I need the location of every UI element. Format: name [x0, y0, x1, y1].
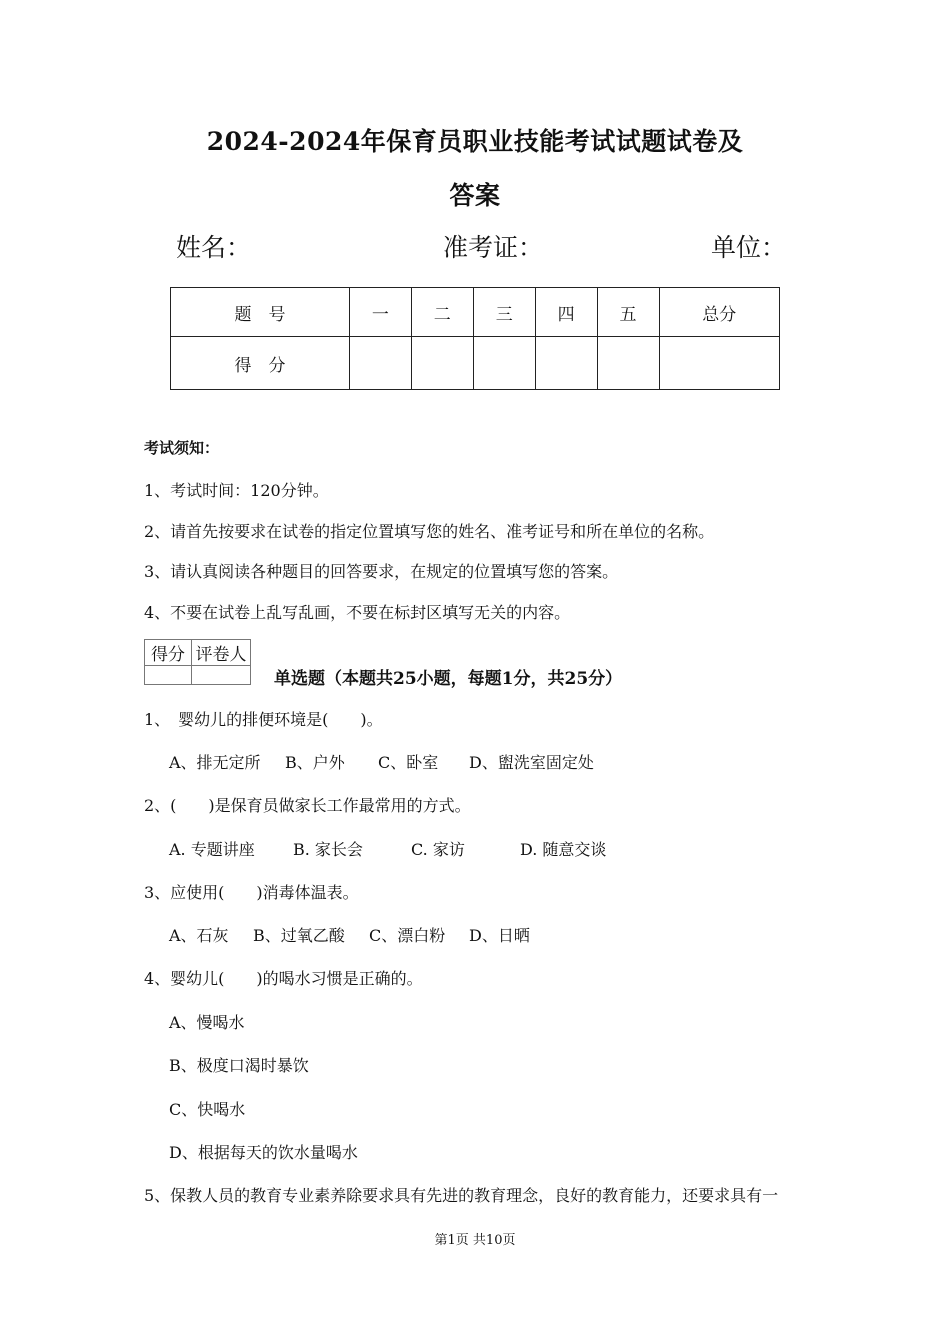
notice-item: 4、不要在试卷上乱写乱画，不要在标封区填写无关的内容。 — [144, 603, 571, 622]
score-cell — [597, 337, 659, 390]
score-cell — [411, 337, 473, 390]
option: B. 家长会 — [293, 840, 363, 859]
unit-field-label: 单位： — [711, 233, 787, 262]
notice-item: 1、考试时间：120分钟。 — [144, 481, 329, 500]
score-cell — [659, 337, 779, 390]
score-cell — [349, 337, 411, 390]
option: A、石灰 — [169, 926, 229, 945]
question-options — [169, 923, 530, 946]
option: C、快喝水 — [169, 1100, 246, 1119]
question-stem: 1、 婴幼儿的排便环境是( )。 — [144, 710, 383, 729]
notice-item: 2、请首先按要求在试卷的指定位置填写您的姓名、准考证号和所在单位的名称。 — [144, 522, 715, 541]
score-table-header-cell: 二 — [411, 288, 473, 337]
score-table-header-cell: 题 号 — [171, 288, 350, 337]
question-options — [169, 750, 594, 773]
score-table-header-cell: 总分 — [659, 288, 779, 337]
question-stem: 3、应使用( )消毒体温表。 — [144, 883, 359, 902]
option: B、过氧乙酸 — [253, 926, 345, 945]
grader-score-cell — [145, 666, 192, 685]
score-table-score-row — [171, 337, 780, 390]
question-stem: 5、保教人员的教育专业素养除要求具有先进的教育理念，良好的教育能力，还要求具有一 — [144, 1186, 779, 1205]
score-row-label: 得 分 — [171, 337, 350, 390]
option: D. 随意交谈 — [520, 840, 607, 859]
option: D、盥洗室固定处 — [469, 753, 594, 772]
score-table — [170, 287, 780, 390]
option: D、根据每天的饮水量喝水 — [169, 1143, 358, 1162]
grader-name-cell — [192, 666, 251, 685]
question-stem: 2、( )是保育员做家长工作最常用的方式。 — [144, 796, 471, 815]
exam-id-field-label: 准考证： — [443, 233, 544, 262]
score-cell — [473, 337, 535, 390]
grader-score-label: 得分 — [145, 640, 192, 666]
score-table-header-cell: 五 — [597, 288, 659, 337]
score-cell — [535, 337, 597, 390]
score-table-header-cell: 四 — [535, 288, 597, 337]
option: A. 专题讲座 — [169, 840, 255, 859]
notice-heading: 考试须知： — [144, 439, 220, 457]
option: C、卧室 — [378, 753, 439, 772]
option: B、极度口渴时暴饮 — [169, 1056, 309, 1075]
name-field-label: 姓名： — [176, 233, 252, 262]
option: D、日晒 — [469, 926, 530, 945]
option: B、户外 — [285, 753, 345, 772]
notice-item: 3、请认真阅读各种题目的回答要求，在规定的位置填写您的答案。 — [144, 562, 619, 581]
question-stem: 4、婴幼儿( )的喝水习惯是正确的。 — [144, 969, 423, 988]
section-title: 单选题（本题共25小题，每题1分，共25分） — [274, 669, 623, 689]
document-title-line2: 答案 — [449, 181, 501, 210]
grader-name-label: 评卷人 — [192, 640, 251, 666]
option: A、慢喝水 — [169, 1013, 245, 1032]
option: A、排无定所 — [169, 753, 261, 772]
grader-table — [144, 639, 251, 685]
document-title-line1: 2024-2024年保育员职业技能考试试题试卷及 — [206, 127, 744, 156]
option: C. 家访 — [411, 840, 465, 859]
score-table-header-cell: 三 — [473, 288, 535, 337]
question-options — [169, 837, 606, 860]
score-table-header-cell: 一 — [349, 288, 411, 337]
score-table-header-row — [171, 288, 780, 337]
option: C、漂白粉 — [369, 926, 446, 945]
page-footer: 第1页 共10页 — [434, 1233, 516, 1248]
